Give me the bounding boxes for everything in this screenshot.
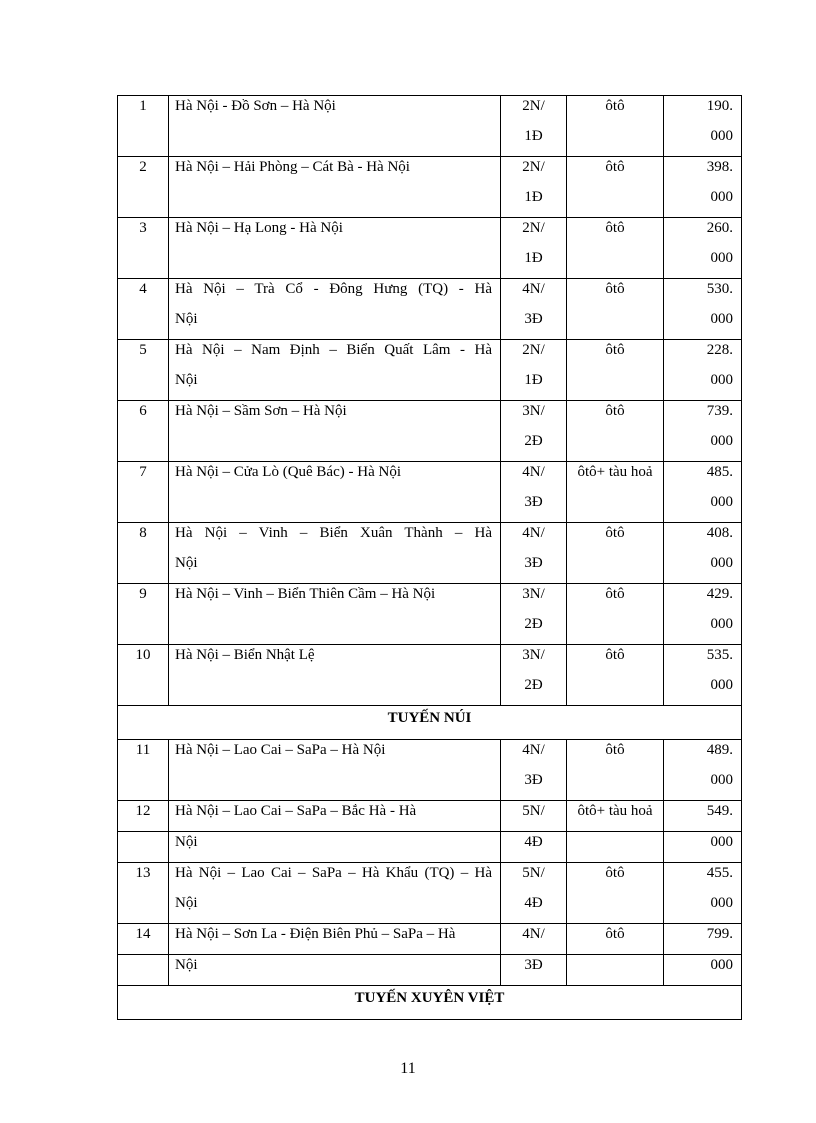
table-row xyxy=(118,96,742,157)
row-number: 4 xyxy=(139,281,147,297)
row-number: 13 xyxy=(135,865,151,881)
table-row xyxy=(118,740,742,801)
route-text: Nội xyxy=(175,372,198,388)
transport-text: ôtô xyxy=(605,159,625,175)
coastal-tours-rows xyxy=(118,96,742,706)
section-row-tuyen-xuyen-viet xyxy=(118,986,742,1020)
price-text: 000 xyxy=(710,895,733,911)
transport-text: ôtô xyxy=(605,403,625,419)
price-text: 549. xyxy=(706,803,733,819)
price-text: 530. xyxy=(706,281,733,297)
row-number: 3 xyxy=(139,220,147,236)
row-number: 11 xyxy=(135,742,151,758)
duration-text: 2N/ xyxy=(522,342,545,358)
section-row-tuyen-noi xyxy=(118,706,742,740)
row-number: 6 xyxy=(139,403,147,419)
duration-text: 4N/ xyxy=(522,525,545,541)
duration-text: 3N/ xyxy=(522,403,545,419)
row-number: 7 xyxy=(139,464,147,480)
table-row xyxy=(118,645,742,706)
section-title-tuyen-noi: TUYẾN NÚI xyxy=(118,706,742,740)
duration-text: 4N/ xyxy=(522,281,545,297)
table-row xyxy=(118,401,742,462)
row-number: 9 xyxy=(139,586,147,602)
page-number: 11 xyxy=(400,1060,416,1077)
route-text: Nội xyxy=(175,957,198,973)
row-number: 1 xyxy=(139,98,147,114)
price-text: 000 xyxy=(710,250,733,266)
price-text: 429. xyxy=(706,586,733,602)
mountain-tours-rows xyxy=(118,740,742,801)
row-number: 5 xyxy=(139,342,147,358)
table-row xyxy=(118,801,742,832)
price-text: 000 xyxy=(710,189,733,205)
price-text: 000 xyxy=(710,555,733,571)
price-text: 000 xyxy=(710,128,733,144)
transport-text: ôtô xyxy=(605,220,625,236)
route-text: Hà Nội – Trà Cổ - Đông Hưng (TQ) - Hà xyxy=(175,281,492,297)
table-row xyxy=(118,279,742,340)
row-number: 10 xyxy=(135,647,151,663)
price-text: 485. xyxy=(706,464,733,480)
route-text: Hà Nội – Sơn La - Điện Biên Phủ – SaPa – Hà xyxy=(175,926,456,942)
price-text: 260. xyxy=(706,220,733,236)
price-text: 000 xyxy=(710,677,733,693)
route-text: Nội xyxy=(175,834,198,850)
route-text: Hà Nội – Sầm Sơn – Hà Nội xyxy=(175,403,347,419)
duration-text: 4N/ xyxy=(522,926,545,942)
price-text: 408. xyxy=(706,525,733,541)
duration-text: 2Đ xyxy=(524,677,543,693)
table-row xyxy=(118,832,742,863)
transport-text: ôtô xyxy=(605,281,625,297)
route-text: Hà Nội – Biển Nhật Lệ xyxy=(175,647,315,663)
route-text: Hà Nội – Vinh – Biển Thiên Cầm – Hà Nội xyxy=(175,586,436,602)
transport-text: ôtô xyxy=(605,647,625,663)
row-number: 12 xyxy=(135,803,151,819)
tour-price-table xyxy=(117,95,742,1020)
route-text: Hà Nội – Lao Cai – SaPa – Hà Nội xyxy=(175,742,386,758)
duration-text: 4N/ xyxy=(522,742,545,758)
duration-text: 2N/ xyxy=(522,159,545,175)
price-text: 000 xyxy=(710,372,733,388)
price-text: 398. xyxy=(706,159,733,175)
duration-text: 2Đ xyxy=(524,616,543,632)
table-row xyxy=(118,924,742,955)
duration-text: 3Đ xyxy=(524,772,543,788)
price-text: 455. xyxy=(706,865,733,881)
transport-text: ôtô xyxy=(605,586,625,602)
route-text: Nội xyxy=(175,895,198,911)
route-text: Hà Nội – Vinh – Biển Xuân Thành – Hà xyxy=(175,525,492,541)
price-text: 000 xyxy=(710,433,733,449)
price-text: 000 xyxy=(710,772,733,788)
route-text: Nội xyxy=(175,311,198,327)
route-text: Hà Nội – Hạ Long - Hà Nội xyxy=(175,220,343,236)
price-text: 000 xyxy=(710,494,733,510)
price-text: 190. xyxy=(706,98,733,114)
table-row xyxy=(118,523,742,584)
duration-text: 3Đ xyxy=(524,311,543,327)
duration-text: 4N/ xyxy=(522,464,545,480)
row-number: 14 xyxy=(135,926,151,942)
duration-text: 3Đ xyxy=(524,957,543,973)
duration-text: 3N/ xyxy=(522,586,545,602)
transport-text: ôtô xyxy=(605,865,625,881)
price-text: 000 xyxy=(710,834,733,850)
duration-text: 4Đ xyxy=(524,895,543,911)
price-text: 739. xyxy=(706,403,733,419)
table-row xyxy=(118,863,742,924)
route-text: Hà Nội – Lao Cai – SaPa – Hà Khẩu (TQ) – Hà xyxy=(175,865,492,881)
route-text: Hà Nội – Hải Phòng – Cát Bà - Hà Nội xyxy=(175,159,410,175)
duration-text: 3N/ xyxy=(522,647,545,663)
duration-text: 2N/ xyxy=(522,98,545,114)
transport-text: ôtô+ tàu hoả xyxy=(577,803,653,819)
duration-text: 1Đ xyxy=(524,128,543,144)
duration-text: 3Đ xyxy=(524,555,543,571)
table-row xyxy=(118,340,742,401)
row-number: 8 xyxy=(139,525,147,541)
duration-text: 2Đ xyxy=(524,433,543,449)
row-number: 2 xyxy=(139,159,147,175)
duration-text: 2N/ xyxy=(522,220,545,236)
price-text: 535. xyxy=(706,647,733,663)
price-text: 000 xyxy=(710,616,733,632)
table-row xyxy=(118,218,742,279)
table-row xyxy=(118,157,742,218)
route-text: Nội xyxy=(175,555,198,571)
price-text: 799. xyxy=(706,926,733,942)
table-row xyxy=(118,462,742,523)
duration-text: 1Đ xyxy=(524,372,543,388)
price-text: 000 xyxy=(710,311,733,327)
transport-text: ôtô+ tàu hoả xyxy=(577,464,653,480)
transport-text: ôtô xyxy=(605,342,625,358)
section-title-tuyen-xuyen-viet: TUYẾN XUYÊN VIỆT xyxy=(118,986,742,1020)
table-row xyxy=(118,584,742,645)
route-text: Hà Nội – Lao Cai – SaPa – Bắc Hà - Hà xyxy=(175,803,417,819)
price-text: 000 xyxy=(710,957,733,973)
duration-text: 3Đ xyxy=(524,494,543,510)
duration-text: 5N/ xyxy=(522,865,545,881)
route-text: Hà Nội – Nam Định – Biển Quất Lâm - Hà xyxy=(175,342,492,358)
transport-text: ôtô xyxy=(605,926,625,942)
table-row xyxy=(118,955,742,986)
price-text: 489. xyxy=(706,742,733,758)
transport-text: ôtô xyxy=(605,525,625,541)
duration-text: 5N/ xyxy=(522,803,545,819)
route-text: Hà Nội - Đồ Sơn – Hà Nội xyxy=(175,98,336,114)
route-text: Hà Nội – Cửa Lò (Quê Bác) - Hà Nội xyxy=(175,464,401,480)
transport-text: ôtô xyxy=(605,742,625,758)
transport-text: ôtô xyxy=(605,98,625,114)
duration-text: 1Đ xyxy=(524,189,543,205)
price-text: 228. xyxy=(706,342,733,358)
duration-text: 4Đ xyxy=(524,834,543,850)
duration-text: 1Đ xyxy=(524,250,543,266)
